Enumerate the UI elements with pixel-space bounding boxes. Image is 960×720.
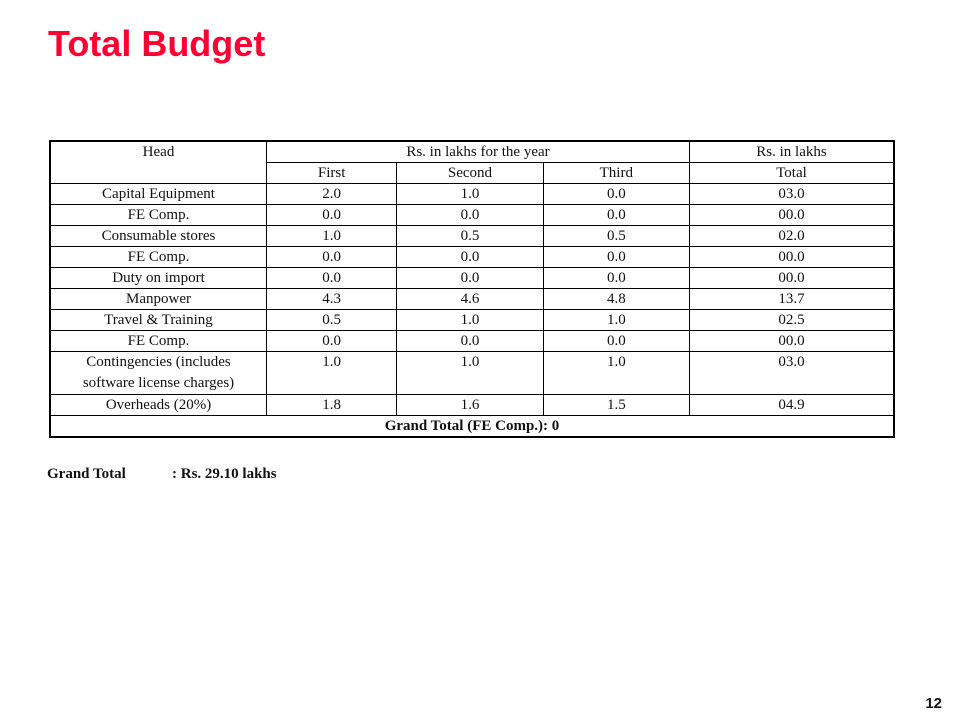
header-first: First bbox=[267, 163, 397, 184]
cell-total: 00.0 bbox=[689, 247, 894, 268]
cell-second: 1.6 bbox=[397, 395, 543, 416]
cell-total: 02.0 bbox=[689, 226, 894, 247]
cell-third: 0.5 bbox=[543, 226, 689, 247]
row-head: Manpower bbox=[50, 289, 267, 310]
table-header-row-1 bbox=[50, 141, 894, 163]
table-row bbox=[50, 395, 894, 416]
table-row bbox=[50, 247, 894, 268]
cell-first: 1.0 bbox=[267, 352, 397, 395]
grand-total bbox=[47, 466, 277, 483]
cell-total: 02.5 bbox=[689, 310, 894, 331]
cell-first: 0.5 bbox=[267, 310, 397, 331]
table-row bbox=[50, 184, 894, 205]
header-second: Second bbox=[397, 163, 543, 184]
table-row bbox=[50, 205, 894, 226]
table-row bbox=[50, 352, 894, 395]
cell-total: 00.0 bbox=[689, 331, 894, 352]
cell-total: 03.0 bbox=[689, 184, 894, 205]
table-row bbox=[50, 331, 894, 352]
cell-second: 1.0 bbox=[397, 310, 543, 331]
table-row bbox=[50, 268, 894, 289]
budget-table bbox=[49, 140, 895, 438]
cell-second: 0.0 bbox=[397, 331, 543, 352]
page-number: 12 bbox=[925, 695, 942, 712]
cell-third: 0.0 bbox=[543, 184, 689, 205]
cell-first: 4.3 bbox=[267, 289, 397, 310]
cell-total: 04.9 bbox=[689, 395, 894, 416]
cell-third: 4.8 bbox=[543, 289, 689, 310]
table-row bbox=[50, 289, 894, 310]
cell-first: 1.0 bbox=[267, 226, 397, 247]
row-head: Duty on import bbox=[50, 268, 267, 289]
row-head: Capital Equipment bbox=[50, 184, 267, 205]
cell-total: 13.7 bbox=[689, 289, 894, 310]
cell-first: 0.0 bbox=[267, 268, 397, 289]
cell-second: 1.0 bbox=[397, 184, 543, 205]
cell-third: 0.0 bbox=[543, 331, 689, 352]
row-head-line-2: software license charges) bbox=[82, 375, 235, 391]
cell-third: 1.0 bbox=[543, 310, 689, 331]
cell-second: 1.0 bbox=[397, 352, 543, 395]
cell-third: 0.0 bbox=[543, 247, 689, 268]
cell-third: 0.0 bbox=[543, 268, 689, 289]
cell-second: 0.0 bbox=[397, 268, 543, 289]
header-head: Head bbox=[50, 141, 267, 184]
row-head: Travel & Training bbox=[50, 310, 267, 331]
cell-third: 0.0 bbox=[543, 205, 689, 226]
cell-third: 1.5 bbox=[543, 395, 689, 416]
row-head: Overheads (20%) bbox=[50, 395, 267, 416]
cell-total: 00.0 bbox=[689, 268, 894, 289]
grand-total-label: Grand Total bbox=[47, 466, 126, 482]
table-row bbox=[50, 310, 894, 331]
cell-second: 0.0 bbox=[397, 247, 543, 268]
cell-first: 0.0 bbox=[267, 205, 397, 226]
row-head: FE Comp. bbox=[50, 247, 267, 268]
cell-first: 0.0 bbox=[267, 331, 397, 352]
cell-total: 03.0 bbox=[689, 352, 894, 395]
grand-total-fe: Grand Total (FE Comp.): 0 bbox=[50, 416, 894, 438]
cell-first: 1.8 bbox=[267, 395, 397, 416]
row-head: Consumable stores bbox=[50, 226, 267, 247]
cell-second: 4.6 bbox=[397, 289, 543, 310]
cell-total: 00.0 bbox=[689, 205, 894, 226]
header-year-group: Rs. in lakhs for the year bbox=[267, 141, 690, 163]
header-third: Third bbox=[543, 163, 689, 184]
header-total-group: Rs. in lakhs bbox=[689, 141, 894, 163]
table-row bbox=[50, 226, 894, 247]
row-head-line-1: Contingencies (includes bbox=[86, 354, 231, 370]
cell-third: 1.0 bbox=[543, 352, 689, 395]
grand-total-fe-row bbox=[50, 416, 894, 438]
cell-first: 2.0 bbox=[267, 184, 397, 205]
row-head bbox=[50, 352, 267, 395]
grand-total-value: : Rs. 29.10 lakhs bbox=[172, 466, 277, 482]
cell-second: 0.5 bbox=[397, 226, 543, 247]
row-head: FE Comp. bbox=[50, 331, 267, 352]
header-total: Total bbox=[689, 163, 894, 184]
slide-title: Total Budget bbox=[48, 23, 266, 64]
cell-first: 0.0 bbox=[267, 247, 397, 268]
row-head: FE Comp. bbox=[50, 205, 267, 226]
cell-second: 0.0 bbox=[397, 205, 543, 226]
